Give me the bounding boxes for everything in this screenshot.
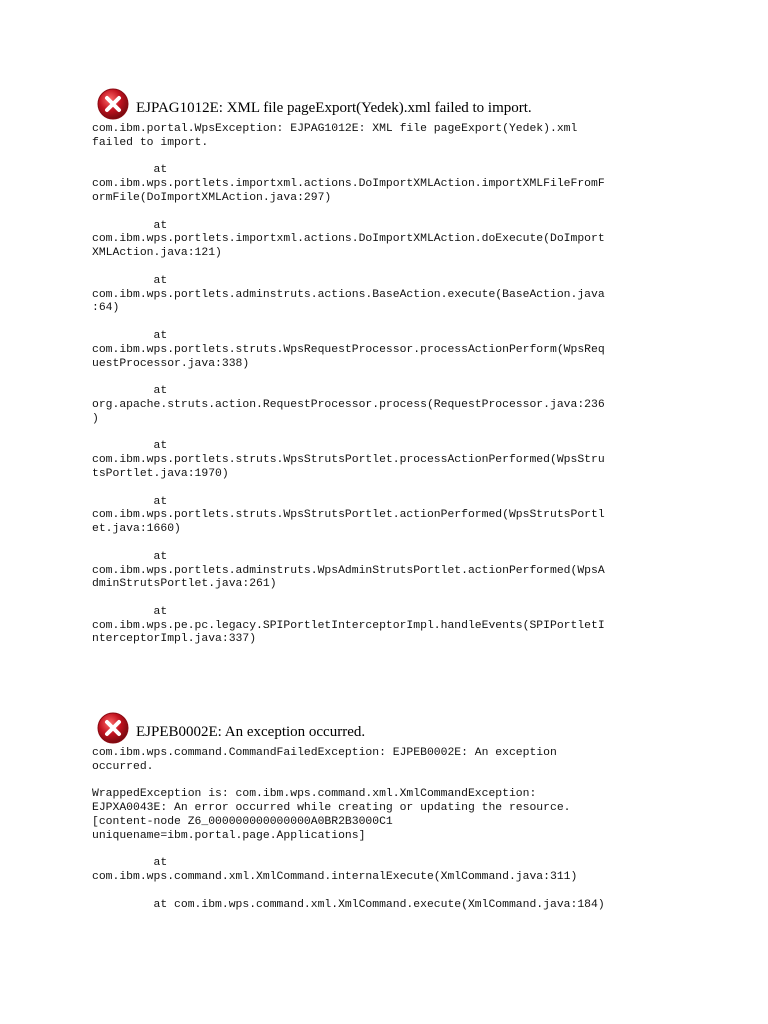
error-icon xyxy=(97,88,129,120)
error-header xyxy=(0,712,768,746)
stack-trace: com.ibm.wps.command.CommandFailedException: EJPEB0002E: An exception occurred. WrappedException is: com.ibm.wps.command.xml.XmlCommandException: EJPXA0043E: An error occurred while creating or updating the resource. [content-node Z6_000000000000000A0BR2B3000C1 uniquename=ibm.portal.page.Applications] at com.ibm.wps.command.xml.XmlCommand.internalExecute(XmlCommand.java:311) at com.ibm.wps.command.xml.XmlCommand.execute(XmlCommand.java:184) xyxy=(92,747,605,911)
error-header xyxy=(0,88,768,122)
error-icon xyxy=(97,712,129,744)
stack-trace: com.ibm.portal.WpsException: EJPAG1012E: XML file pageExport(Yedek).xml failed to import. at com.ibm.wps.portlets.importxml.actions.DoImportXMLAction.importXMLFileFromF ormFile(DoImportXMLAction.java:297) at com.ibm.wps.portlets.importxml.actions.DoImportXMLAction.doExecute(DoImport XMLAction.java:121) at com.ibm.wps.portlets.adminstruts.actions.BaseAction.execute(BaseAction.java :64) at com.ibm.wps.portlets.struts.WpsRequestProcessor.processActionPerform(WpsReq uestProcessor.java:338) at org.apache.struts.action.RequestProcessor.process(RequestProcessor.java:236 ) at com.ibm.wps.portlets.struts.WpsStrutsPortlet.processActionPerformed(WpsStru tsPortlet.java:1970) at com.ibm.wps.portlets.struts.WpsStrutsPortlet.actionPerformed(WpsStrutsPortl et.java:1660) at com.ibm.wps.portlets.adminstruts.WpsAdminStrutsPortlet.actionPerformed(WpsA dminStrutsPortlet.java:261) at com.ibm.wps.pe.pc.legacy.SPIPortletInterceptorImpl.handleEvents(SPIPortletI nterceptorImpl.java:337) xyxy=(92,123,605,646)
error-title: EJPAG1012E: XML file pageExport(Yedek).xml failed to import. xyxy=(136,100,532,116)
error-title: EJPEB0002E: An exception occurred. xyxy=(136,724,366,740)
